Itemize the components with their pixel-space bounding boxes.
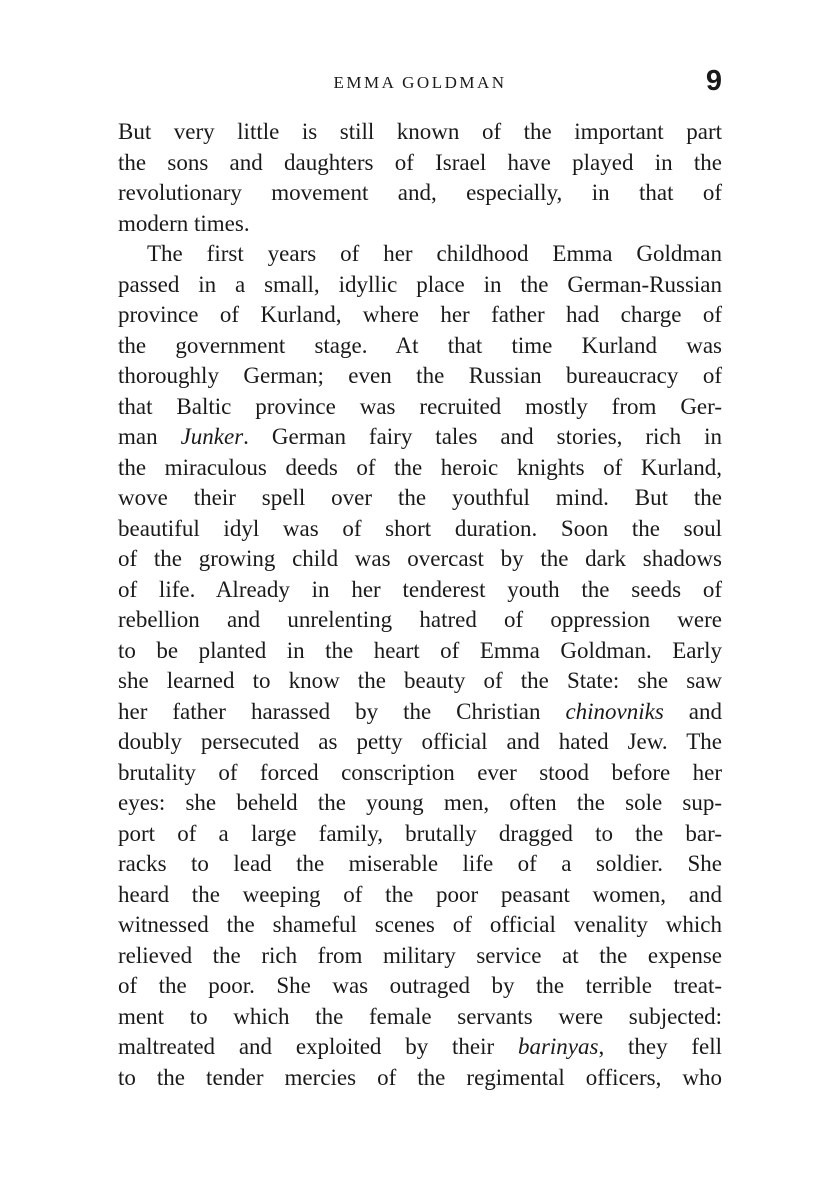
text-line (118, 819, 722, 850)
text-segment: eyes: she beheld the young men, often the sole sup- (118, 790, 722, 815)
text-line (118, 544, 722, 575)
text-line (118, 422, 722, 453)
text-segment: of life. Already in her tenderest youth the seeds of (118, 576, 722, 602)
text-segment: to be planted in the heart of Emma Goldman. Early (118, 637, 722, 663)
text-line (118, 300, 722, 331)
text-line (118, 788, 722, 819)
text-line (118, 941, 722, 972)
text-line (118, 575, 722, 606)
text-segment: But very little is still known of the important part (118, 119, 722, 144)
text-segment: The first years of her childhood Emma Goldman (147, 241, 722, 266)
text-segment: port of a large family, brutally dragged to the bar- (118, 820, 722, 846)
text-line (118, 605, 722, 636)
text-segment: . German fairy tales and stories, rich in (243, 424, 722, 449)
text-segment: of the poor. She was outraged by the terrible treat- (118, 973, 722, 998)
text-segment: doubly persecuted as petty official and hated Jew. The (118, 729, 722, 754)
text-segment: man (118, 424, 181, 449)
text-line (118, 697, 722, 728)
text-segment: , they fell (598, 1034, 723, 1059)
text-line (118, 727, 722, 758)
text-segment: maltreated and exploited by their (118, 1034, 518, 1059)
text-segment: brutality of forced conscription ever stood before her (118, 759, 722, 785)
text-line (118, 392, 722, 423)
text-line (118, 849, 722, 880)
text-segment: her father harassed by the Christian (118, 698, 566, 724)
page-number: 9 (705, 65, 722, 97)
text-segment: revolutionary movement and, especially, in that of (118, 180, 722, 205)
text-segment: the government stage. At that time Kurland was (118, 332, 722, 358)
italic-term: barinyas (517, 1034, 599, 1059)
text-segment: thoroughly German; even the Russian bureaucracy of (118, 363, 722, 388)
text-line (118, 910, 722, 941)
text-segment: heard the weeping of the poor peasant women, and (118, 881, 722, 907)
text-segment: the miraculous deeds of the heroic knights of Kurland, (118, 454, 722, 480)
text-line (118, 666, 722, 697)
text-line (118, 1002, 722, 1033)
italic-term: Junker (180, 424, 244, 449)
text-segment: racks to lead the miserable life of a soldier. She (118, 851, 722, 876)
text-segment: ment to which the female servants were subjected: (118, 1003, 722, 1029)
text-line (118, 331, 722, 362)
text-line (118, 270, 722, 301)
text-line (118, 758, 722, 789)
text-segment: that Baltic province was recruited mostly from Ger- (118, 393, 722, 419)
text-segment: province of Kurland, where her father had charge of (118, 302, 722, 327)
text-segment: the sons and daughters of Israel have played in the (118, 149, 722, 175)
text-segment: to the tender mercies of the regimental officers, who (118, 1064, 722, 1090)
text-line (118, 971, 722, 1002)
italic-term: chinovniks (565, 698, 664, 724)
body-text (118, 117, 722, 1093)
text-segment: she learned to know the beauty of the State: she saw (118, 668, 722, 693)
text-line (118, 361, 722, 392)
text-line (118, 178, 722, 209)
running-title: EMMA GOLDMAN (333, 73, 507, 92)
text-segment: wove their spell over the youthful mind. But the (118, 485, 722, 510)
text-line (118, 1063, 722, 1094)
text-segment: relieved the rich from military service at the expense (118, 942, 722, 968)
text-line (118, 148, 722, 179)
text-line (118, 117, 722, 148)
text-line (118, 1032, 722, 1063)
text-segment: passed in a small, idyllic place in the German-Russian (118, 271, 722, 297)
text-line (118, 636, 722, 667)
text-line (118, 483, 722, 514)
text-segment: modern times. (118, 210, 250, 236)
text-line (118, 880, 722, 911)
text-line (118, 514, 722, 545)
text-line (118, 209, 722, 240)
text-line (118, 239, 722, 270)
text-segment: and (663, 698, 722, 724)
text-segment: beautiful idyl was of short duration. Soon the soul (118, 515, 722, 541)
text-line (118, 453, 722, 484)
text-segment: of the growing child was overcast by the dark shadows (118, 546, 722, 571)
text-segment: rebellion and unrelenting hatred of oppression were (118, 607, 722, 632)
text-segment: witnessed the shameful scenes of official venality which (118, 912, 722, 937)
